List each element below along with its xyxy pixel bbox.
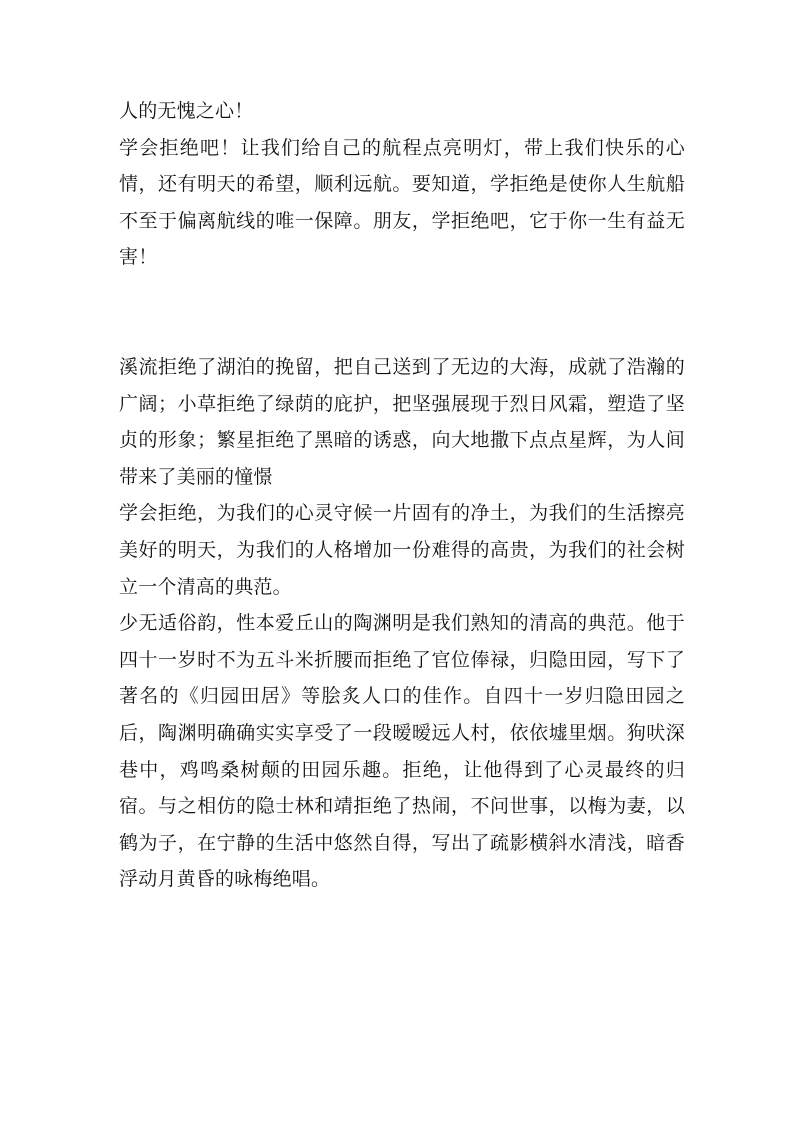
paragraph-pure-land: 学会拒绝，为我们的心灵守候一片固有的净土，为我们的生活擦亮美好的明天，为我们的人格增加一份难得的高贵，为我们的社会树立一个清高的典范。 bbox=[119, 502, 685, 598]
paragraph-tao-yuanming: 少无适俗韵，性本爱丘山的陶渊明是我们熟知的清高的典范。他于四十一岁时不为五斗米折腰而拒绝了官位俸禄，归隐田园，写下了著名的《归园田居》等脍炙人口的佳作。自四十一岁归隐田园之后，陶渊明确确实实享受了一段暧暧远人村，依依墟里烟。狗吠深巷中，鸡鸣桑树颠的田园乐趣。拒绝，让他得到了心灵最终的归宿。与之相仿的隐士林和靖拒绝了热闹，不问世事，以梅为妻，以鹤为子，在宁静的生活中悠然自得，写出了疏影横斜水清浅，暗香浮动月黄昏的咏梅绝唱。 bbox=[119, 612, 685, 891]
paragraph-gap bbox=[119, 276, 685, 349]
paragraph-learn-to-refuse: 学会拒绝吧！让我们给自己的航程点亮明灯，带上我们快乐的心情，还有明天的希望，顺利远航。要知道，学拒绝是使你人生航船不至于偏离航线的唯一保障。朋友，学拒绝吧，它于你一生有益无害！ bbox=[119, 136, 685, 269]
document-body bbox=[119, 93, 685, 898]
paragraph-closing-line: 人的无愧之心！ bbox=[119, 100, 254, 122]
paragraph-nature-refusal: 溪流拒绝了湖泊的挽留，把自己送到了无边的大海，成就了浩瀚的广阔；小草拒绝了绿荫的庇护，把坚强展现于烈日风霜，塑造了坚贞的形象；繁星拒绝了黑暗的诱惑，向大地撒下点点星辉，为人间带来了美丽的憧憬 bbox=[119, 355, 685, 488]
